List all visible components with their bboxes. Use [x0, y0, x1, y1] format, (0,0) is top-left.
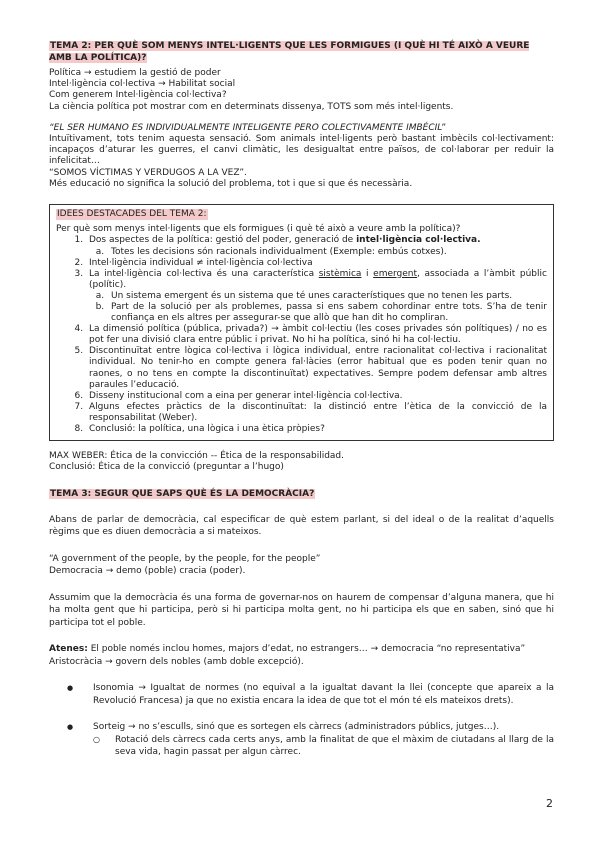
document-page: [49, 40, 554, 759]
tema2-line-1: Política → estudiem la gestió de poder: [49, 68, 221, 78]
tema3-title: TEMA 3: SEGUR QUE SAPS QUÈ ÉS LA DEMOCRÀCIA?: [50, 488, 315, 499]
list-item: 6. Disseny institucional com a eina per generar intel·ligència col·lectiva.: [86, 391, 547, 402]
key-ideas-question: Per què som menys intel·ligents que els formigues (i què té això a veure amb la política)?: [56, 224, 461, 235]
list-item: 7. Alguns efectes pràctics de la discontinuïtat: la distinció entre l’ètica de la convicció de la responsabilitat (Weber).: [86, 402, 547, 424]
list-item: 5. Discontinuïtat entre lògica col·lectiva i lògica individual, entre racionalitat col·lectiva i racionalitat individual. No tenir-ho en compte genera fal·làcies (error habitual que es poden tenir quan no raones, o no tens en compte la discontinuïtat) expectatives. Sempre podem defensar amb altres paraules l’educació.: [86, 346, 547, 390]
key-ideas-list: [56, 235, 547, 435]
tema2-title: TEMA 2: PER QUÈ SOM MENYS INTEL·LIGENTS QUE LES FORMIGUES (I QUÈ HI TÉ AIXÒ A VEURE AMB LA POLÍTICA)?: [49, 41, 530, 63]
tema2-quote-1: “EL SER HUMANO ES INDIVIDUALMENTE INTELIGENTE PERO COLECTIVAMENTE IMBÉCIL”: [49, 122, 446, 133]
tema3-sub-bullet-list: [49, 734, 554, 759]
tema2-paragraph-1: Intuïtivament, tots tenim aquesta sensació. Som animals intel·ligents però bastant imbècils col·lectivament: incapaços d’aturar les guerres, el canvi climàtic, les desigualtat entre països, de col·laborar per reduir la infelicitat…: [49, 134, 554, 167]
tema3-paragraph-1: Abans de parlar de democràcia, cal especificar de què estem parlant, si del ideal o de la realitat d’aquells règims que es diuen democràcia a si mateixos.: [49, 514, 554, 538]
bullet-item-sorteig: ● Sorteig → no s’esculls, sinó que es sortegen els càrrecs (administradors públics, jutges…).: [79, 721, 554, 734]
tema3-section: [49, 488, 554, 759]
key-ideas-title: IDEES DESTACADES DEL TEMA 2:: [57, 209, 207, 220]
tema2-line-2: Intel·ligència col·lectiva → Habilitat social: [49, 79, 236, 90]
bullet-item-isonomia: ● Isonomia → Igualtat de normes (no equival a la igualtat davant la llei (concepte que apareix a la Revolució Francesa) ja que no existia encara la idea de que tot el món té els mateixos drets).: [79, 682, 554, 707]
tema3-quote: “A government of the people, by the people, for the people”: [49, 553, 321, 564]
tema3-aristocracy-line: Aristocràcia → govern dels nobles (amb doble excepció).: [49, 656, 304, 667]
key-ideas-box: [49, 204, 554, 441]
tema3-atenes-line: Atenes: El poble només inclou homes, majors d’edat, no estrangers… → democracia “no representativa”: [49, 644, 526, 655]
page-number: 2: [546, 797, 553, 810]
tema2-quote-2: “SOMOS VÍCTIMAS Y VERDUGOS A LA VEZ”.: [49, 167, 247, 178]
sub-list: [89, 247, 547, 258]
tema3-bullet-list-2: [49, 721, 554, 734]
tema2-paragraph-2: Més educació no significa la solució del problema, tot i que si que és necessària.: [49, 178, 413, 189]
sub-list-item: b. Part de la solució per als problemes, passa si ens sabem cohordinar entre tots. S’ha de tenir confiança en els altres per assegurar-se que allò que han dit ho compliran.: [107, 302, 547, 324]
sub-list: [89, 291, 547, 324]
weber-line-2: Conclusió: Ética de la convicció (preguntar a l’hugo): [49, 462, 284, 473]
tema2-section: [49, 40, 554, 190]
tema3-paragraph-2: Assumim que la democràcia és una forma de governar-nos on haurem de compensar d’alguna manera, que hi ha molta gent que hi participa, però si hi participa molta gent, no hi participa els que en saben, sinó que hi participa tot el poble.: [49, 592, 554, 628]
sub-list-item: a. Un sistema emergent és un sistema que té unes característiques que no tenen les parts.: [107, 291, 547, 302]
tema2-line-4: La ciència política pot mostrar com en determinats dissenya, TOTS som més intel·ligents.: [49, 101, 454, 112]
list-item: 1. Dos aspectes de la política: gestió del poder, generació de intel·ligència col·lectiva. a. Totes les decisions són racionals individualment (Exemple: embús cotxes).: [86, 235, 547, 257]
weber-line-1: MAX WEBER: Ética de la convicción -- Ética de la responsabilidad.: [49, 451, 345, 462]
tema3-bullet-list: [49, 682, 554, 707]
tema2-line-3: Com generem Intel·ligència col·lectiva?: [49, 90, 227, 101]
list-item: 2. Intel·ligència individual ≠ intel·ligència col·lectiva: [86, 258, 547, 269]
list-item: 8. Conclusió: la política, una lògica i una ètica pròpies?: [86, 424, 547, 435]
sub-bullet-item: ○ Rotació dels càrrecs cada certs anys, amb la finalitat de que el màxim de ciutadans al llarg de la seva vida, hagin passat per algun càrrec.: [103, 734, 554, 759]
tema3-democracy-line: Democracia → demo (poble) cracia (poder).: [49, 566, 246, 577]
list-item: 4. La dimensió política (pública, privada?) → àmbit col·lectiu (les coses privades són polítiques) / no es pot fer una divisió clara entre públic i privat. No hi ha política, sinó hi ha col·lectiu.: [86, 324, 547, 346]
sub-list-item: a. Totes les decisions són racionals individualment (Exemple: embús cotxes).: [107, 247, 547, 258]
list-item: 3. La intel·ligència col·lectiva és una característica sistèmica i emergent, associada a l’àmbit públic (polític). a. Un sistema emergent és un sistema que té unes característiques que no tenen les parts. b. Part de la solució per als problemes, passa si ens sabem cohordinar entre tots. S’ha de tenir confiança en els altres per assegurar-se que allò que han dit ho compliran.: [86, 269, 547, 324]
